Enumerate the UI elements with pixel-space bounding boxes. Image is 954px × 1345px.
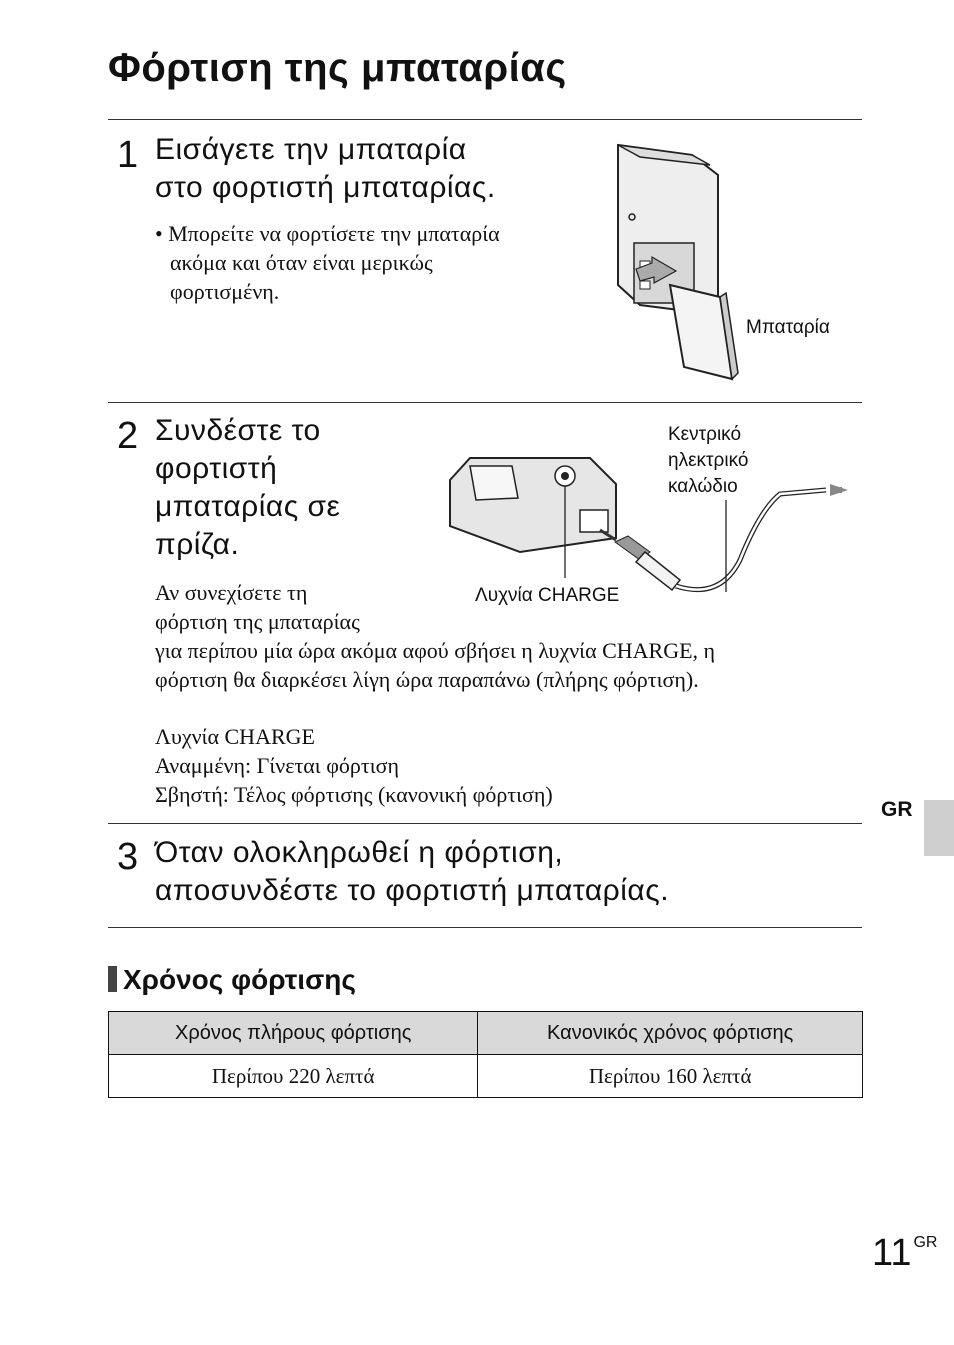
step-1-note-line: φορτισμένη. [170, 279, 280, 304]
step-2-heading-line: πρίζα. [155, 528, 240, 561]
step-1-heading [155, 131, 496, 207]
charge-lamp-legend-line: Αναμμένη: Γίνεται φόρτιση [155, 753, 400, 778]
step-3-number: 3 [117, 836, 139, 878]
language-tab-marker [924, 800, 954, 856]
table-header-cell: Χρόνος πλήρους φόρτισης [109, 1012, 478, 1055]
step-2-body [155, 578, 715, 694]
step-2-body-line: φόρτιση της μπαταρίας [155, 609, 360, 634]
section-marker-icon [108, 966, 117, 992]
step-2-heading [155, 412, 340, 564]
table-header-row [109, 1012, 863, 1055]
power-cord-label-line: ηλεκτρικό [668, 450, 749, 471]
power-cord-label [668, 422, 748, 500]
step-1-note-line: • Μπορείτε να φορτίσετε την μπαταρία [155, 221, 500, 246]
step-2-number: 2 [117, 415, 139, 457]
step-2-heading-line: μπαταρίας σε [155, 490, 341, 523]
page-title: Φόρτιση της μπαταρίας [108, 46, 567, 90]
table-row [109, 1055, 863, 1098]
step-3-heading-line: Όταν ολοκληρωθεί η φόρτιση, [155, 836, 564, 869]
step-3-heading [155, 834, 669, 910]
step-2-heading-line: φορτιστή [155, 452, 278, 485]
page-number-suffix: GR [913, 1234, 938, 1251]
divider [108, 927, 862, 928]
power-cord-label-line: Κεντρικό [668, 424, 742, 445]
step-1-number: 1 [117, 134, 139, 176]
step-2-body-line: φόρτιση θα διαρκέσει λίγη ώρα παραπάνω (πλήρης φόρτιση). [155, 667, 699, 692]
step-1-note [155, 219, 500, 306]
step-2-body-line: Αν συνεχίσετε τη [155, 580, 308, 605]
language-tab-label: GR [881, 798, 913, 821]
power-cord-label-line: καλώδιο [668, 476, 738, 497]
table-header-cell: Κανονικός χρόνος φόρτισης [478, 1012, 863, 1055]
charging-time-heading [108, 964, 356, 996]
step-2-heading-line: Συνδέστε το [155, 414, 321, 447]
charge-lamp-legend-line: Λυχνία CHARGE [155, 724, 315, 749]
step-1-heading-line: Εισάγετε την μπαταρία [155, 133, 467, 166]
charge-lamp-legend-line: Σβηστή: Τέλος φόρτισης (κανονική φόρτιση) [155, 782, 553, 807]
charger-battery-illustration [600, 135, 760, 385]
table-cell: Περίπου 160 λεπτά [478, 1055, 863, 1098]
page-number [872, 1232, 937, 1275]
charging-time-heading-text: Χρόνος φόρτισης [123, 964, 356, 995]
step-1-note-line: ακόμα και όταν είναι μερικώς [170, 250, 433, 275]
charging-time-table [108, 1011, 863, 1098]
table-cell: Περίπου 220 λεπτά [109, 1055, 478, 1098]
divider [108, 823, 862, 824]
charge-lamp-label: Λυχνία CHARGE [475, 585, 620, 606]
step-3-heading-line: αποσυνδέστε το φορτιστή μπαταρίας. [155, 874, 670, 907]
battery-label: Μπαταρία [746, 317, 830, 338]
step-1-heading-line: στο φορτιστή μπαταρίας. [155, 171, 496, 204]
page-number-value: 11 [872, 1232, 912, 1274]
charge-lamp-legend [155, 722, 553, 809]
step-2-body-line: για περίπου μία ώρα ακόμα αφού σβήσει η λυχνία CHARGE, η [155, 638, 716, 663]
divider [108, 402, 862, 403]
divider [108, 119, 862, 120]
